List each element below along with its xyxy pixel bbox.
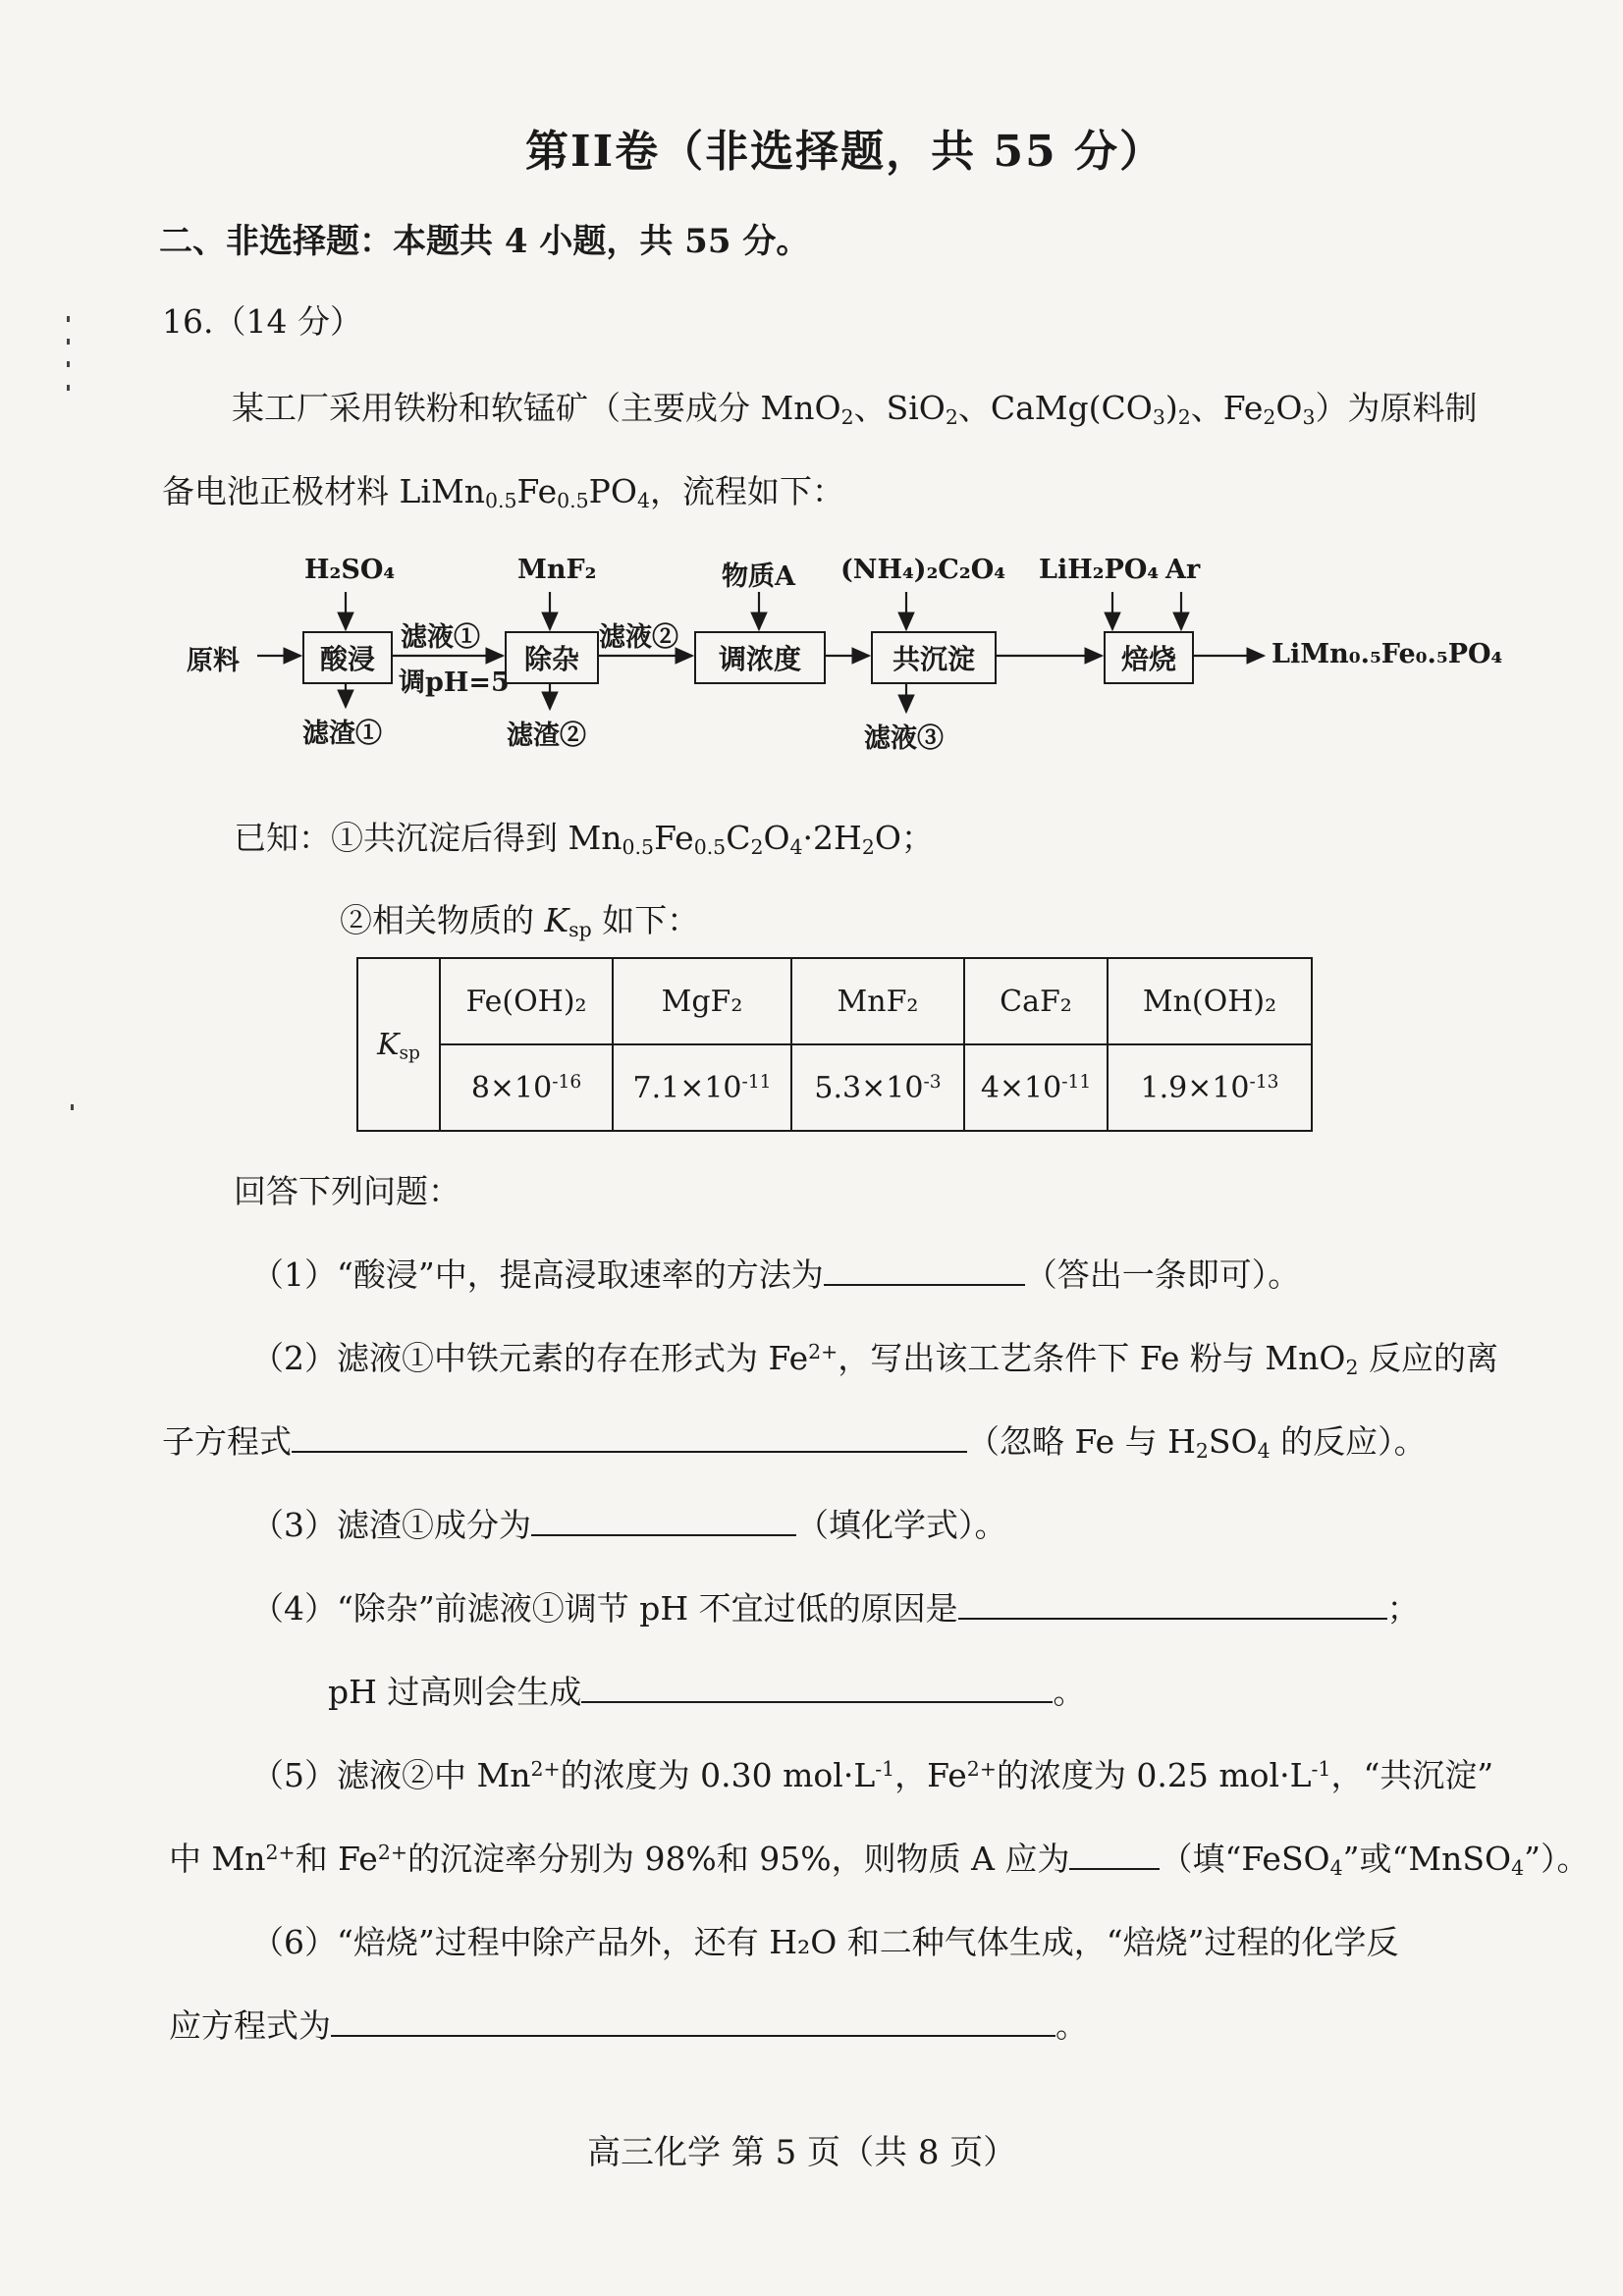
- answer-blank-6[interactable]: [331, 2005, 1055, 2037]
- question-5-line-1: （5）滤液②中 $Mn^{2+}$的浓度为 0.30 $mol\cdot L^{-1}$，$Fe^{2+}$的浓度为 0.25 $mol\cdot L^{-1}$，“共沉淀”: [251, 1756, 1494, 1794]
- reagent-h2so4: H₂SO₄: [304, 555, 396, 585]
- ksp-col-mnoh2: Mn(OH)₂: [1108, 958, 1312, 1044]
- reagent-substance-a: 物质A: [722, 561, 795, 592]
- answer-prompt: 回答下列问题：: [234, 1172, 460, 1210]
- output-filtrate-3: 滤液③: [864, 723, 944, 754]
- answer-blank-2[interactable]: [292, 1421, 967, 1453]
- intro-line-2: 备电池正极材料 $LiMn_{0.5}Fe_{0.5}PO_4$，流程如下：: [162, 472, 844, 513]
- flow-start: 原料: [187, 646, 240, 676]
- ksp-col-mgf2: MgF₂: [613, 958, 791, 1044]
- question-3: （3）滤渣①成分为 （填化学式）。: [251, 1506, 1007, 1544]
- label-adjust-ph: 调pH=5: [399, 667, 510, 698]
- ksp-value-feoh2: $8\times 10^{-16}$: [440, 1044, 613, 1131]
- question-2-line-2: 子方程式 （忽略 Fe 与 $H_2SO_4$ 的反应）。: [162, 1422, 1427, 1464]
- answer-blank-5[interactable]: [1069, 1839, 1160, 1870]
- answer-blank-4b[interactable]: [581, 1672, 1053, 1703]
- output-residue-2: 滤渣②: [507, 721, 586, 751]
- flow-product: LiMn₀.₅Fe₀.₅PO₄: [1271, 639, 1503, 669]
- label-filtrate-2: 滤液②: [599, 622, 678, 653]
- page-title: 第II卷（非选择题，共 55 分）: [525, 127, 1165, 177]
- question-1: （1）“酸浸”中，提高浸取速率的方法为 （答出一条即可）。: [251, 1255, 1301, 1294]
- question-5-line-2: 中 $Mn^{2+}$和 $Fe^{2+}$的沉淀率分别为 98%和 95%，则物质 A 应为 （填“FeSO$_4$”或“MnSO$_4$”）。: [169, 1840, 1590, 1881]
- reagent-ar: Ar: [1165, 555, 1201, 585]
- ksp-col-feoh2: Fe(OH)₂: [440, 958, 613, 1044]
- known-line-2: ②相关物质的 $K_{sp}$ 如下：: [340, 901, 700, 942]
- known-line-1: 已知：①共沉淀后得到 $Mn_{0.5}Fe_{0.5}C_2O_4\cdot 2H_2O$；: [234, 819, 934, 860]
- step-coprecipitation: 共沉淀: [871, 631, 997, 684]
- step-adjust-concentration: 调浓度: [694, 631, 826, 684]
- intro-line-1: 某工厂采用铁粉和软锰矿（主要成分 MnO$_2$、SiO$_2$、$CaMg(CO_3)_2$、$Fe_2O_3$）为原料制: [232, 389, 1478, 430]
- ksp-value-mgf2: $7.1\times 10^{-11}$: [613, 1044, 791, 1131]
- reagent-lih2po4: LiH₂PO₄: [1039, 555, 1160, 585]
- step-roasting: 焙烧: [1104, 631, 1194, 684]
- process-flowchart: [187, 545, 1502, 771]
- label-filtrate-1: 滤液①: [401, 622, 480, 653]
- answer-blank-1[interactable]: [824, 1255, 1025, 1286]
- question-6-line-2: 应方程式为 。: [169, 2006, 1088, 2045]
- ksp-row-label: $K_{sp}$: [357, 958, 440, 1131]
- question-4-line-1: （4）“除杂”前滤液①调节 pH 不宜过低的原因是 ；: [251, 1589, 1420, 1628]
- step-impurity-removal: 除杂: [505, 631, 599, 684]
- reagent-mnf2: MnF₂: [517, 555, 597, 585]
- ksp-table: [356, 957, 1313, 1132]
- ksp-col-caf2: CaF₂: [964, 958, 1108, 1044]
- output-residue-1: 滤渣①: [302, 719, 382, 749]
- step-acid-leach: 酸浸: [302, 631, 393, 684]
- question-number: 16.（14 分）: [162, 302, 362, 341]
- question-2-line-1: （2）滤液①中铁元素的存在形式为 $Fe^{2+}$，写出该工艺条件下 Fe 粉与 MnO$_2$ 反应的离: [251, 1339, 1498, 1380]
- ksp-value-mnf2: $5.3\times 10^{-3}$: [791, 1044, 964, 1131]
- question-4-line-2: pH 过高则会生成 。: [328, 1673, 1086, 1711]
- ksp-value-caf2: $4\times 10^{-11}$: [964, 1044, 1108, 1131]
- ksp-col-mnf2: MnF₂: [791, 958, 964, 1044]
- question-6-line-1: （6）“焙烧”过程中除产品外，还有 H₂O 和二种气体生成，“焙烧”过程的化学反: [251, 1923, 1399, 1961]
- section-heading: 二、非选择题：本题共 4 小题，共 55 分。: [159, 222, 810, 261]
- answer-blank-3[interactable]: [531, 1505, 796, 1536]
- answer-blank-4a[interactable]: [958, 1588, 1387, 1620]
- page-footer: 高三化学 第 5 页（共 8 页）: [587, 2133, 1017, 2172]
- ksp-value-mnoh2: $1.9\times 10^{-13}$: [1108, 1044, 1312, 1131]
- reagent-oxalate: (NH₄)₂C₂O₄: [840, 555, 1006, 585]
